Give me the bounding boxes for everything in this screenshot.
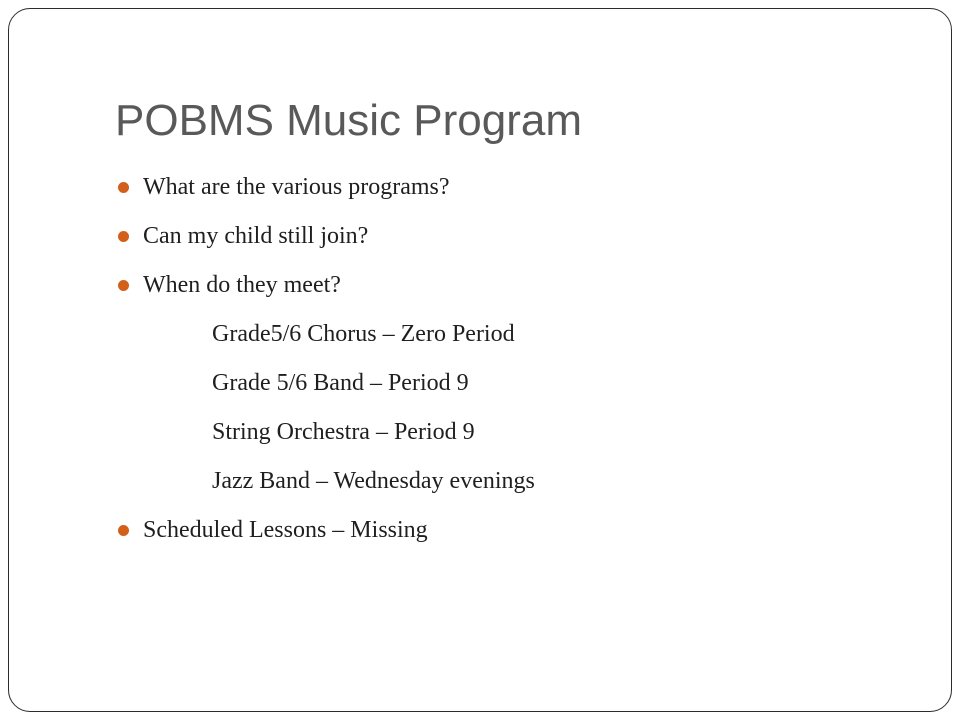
bullet-item-meet bbox=[115, 265, 535, 314]
bullet-text: Scheduled Lessons – Missing bbox=[143, 517, 428, 543]
bullet-item-lessons bbox=[115, 510, 535, 559]
schedule-item-chorus bbox=[115, 314, 535, 363]
schedule-text: Grade 5/6 Band – Period 9 bbox=[212, 370, 469, 396]
schedule-item-orchestra bbox=[115, 412, 535, 461]
bullet-dot-icon bbox=[118, 525, 129, 536]
schedule-text: Jazz Band – Wednesday evenings bbox=[212, 468, 535, 494]
slide-frame bbox=[8, 8, 952, 712]
bullet-dot-icon bbox=[118, 231, 129, 242]
bullet-text: When do they meet? bbox=[143, 272, 341, 298]
bullet-dot-icon bbox=[118, 182, 129, 193]
schedule-item-band bbox=[115, 363, 535, 412]
schedule-item-jazz bbox=[115, 461, 535, 510]
schedule-text: Grade5/6 Chorus – Zero Period bbox=[212, 321, 515, 347]
bullet-text: Can my child still join? bbox=[143, 223, 369, 249]
schedule-text: String Orchestra – Period 9 bbox=[212, 419, 475, 445]
bullet-dot-icon bbox=[118, 280, 129, 291]
slide-content-list bbox=[115, 167, 535, 559]
bullet-text: What are the various programs? bbox=[143, 174, 450, 200]
bullet-item-join bbox=[115, 216, 535, 265]
slide-title: POBMS Music Program bbox=[115, 96, 582, 145]
bullet-item-programs bbox=[115, 167, 535, 216]
